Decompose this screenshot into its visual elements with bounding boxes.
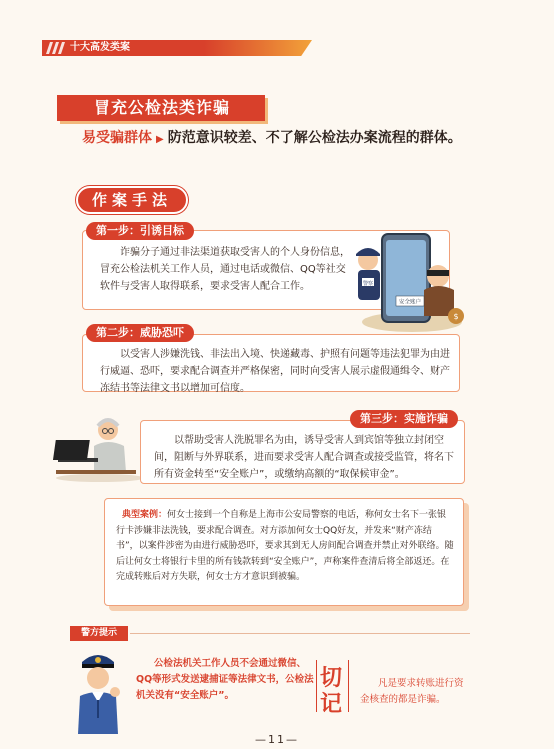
case-text: 何女士接到一个自称是上海市公安局警察的电话，称何女士名下一张银行卡涉嫌非法洗钱，要求配合调查。对方添加何女士QQ好友，并发来“财产冻结书”，以案件涉密为由进行威胁恐吓，要求其到无人房间配合调查并禁止对外联络。随后让何女士将银行卡里的所有钱款转到“安全账户”，声称案件查清后将全部返还。在完成转账后对方失联，何女士方才意识到被骗。 (116, 510, 454, 582)
police-officer-illustration (68, 644, 128, 736)
header-category: 十大高发类案 (70, 42, 130, 53)
tip-divider (130, 633, 470, 634)
case-label: 典型案例： (122, 510, 168, 520)
qieji-divider-right (348, 660, 349, 712)
elderly-victim-illustration (50, 410, 146, 482)
step-2-text: 以受害人涉嫌洗钱、非法出入境、快递藏毒、护照有问题等违法犯罪为由进行威逼、恐吓，要求配合调查并严格保密，同时向受害人展示虚假通缉令、财产冻结书等法律文书以增加可信度。 (100, 349, 450, 394)
police-badge: 警察 (362, 281, 374, 287)
target-group-value: 防范意识较差、不了解公检法办案流程的群体。 (167, 130, 462, 146)
svg-text:$: $ (453, 312, 459, 321)
header-stripes-icon (46, 42, 66, 54)
page-number: —11— (255, 733, 299, 746)
play-arrow-icon: ▶ (156, 134, 164, 145)
safe-account-label: 安全账户 (398, 299, 422, 306)
tip-text: 公检法机关工作人员不会通过微信、QQ等形式发送逮捕证等法律文书，公检法机关没有“安全账户”。 (136, 658, 314, 701)
target-group-label: 易受骗群体 (82, 130, 152, 146)
target-group-line (82, 128, 462, 150)
qie-char: 切 (320, 665, 343, 691)
step-3-text: 以帮助受害人洗脱罪名为由，诱导受害人到宾馆等独立封闭空间，阻断与外界联系，进而要求受害人配合调查或接受监管，将名下所有资金转至“安全账户”，或缴纳高额的“取保候审金”。 (154, 435, 454, 480)
ji-char: 记 (320, 691, 343, 717)
method-heading: 作案手法 (76, 186, 188, 214)
step-2-tag: 第二步：威胁恐吓 (86, 324, 194, 342)
tip-warning: 凡是要求转账进行资金核查的都是诈骗。 (360, 678, 464, 705)
tip-tag: 警方提示 (70, 626, 128, 641)
page-title: 冒充公检法类诈骗 (94, 98, 231, 117)
step-1-text: 诈骗分子通过非法渠道获取受害人的个人身份信息，冒充公检法机关工作人员，通过电话或微信、QQ等社交软件与受害人取得联系，要求受害人配合工作。 (100, 247, 350, 292)
phone-scam-illustration (340, 224, 470, 334)
step-3-tag: 第三步：实施诈骗 (350, 410, 458, 428)
step-1-tag: 第一步：引诱目标 (86, 222, 194, 240)
case-body (116, 508, 454, 586)
qieji-divider-left (316, 660, 317, 712)
